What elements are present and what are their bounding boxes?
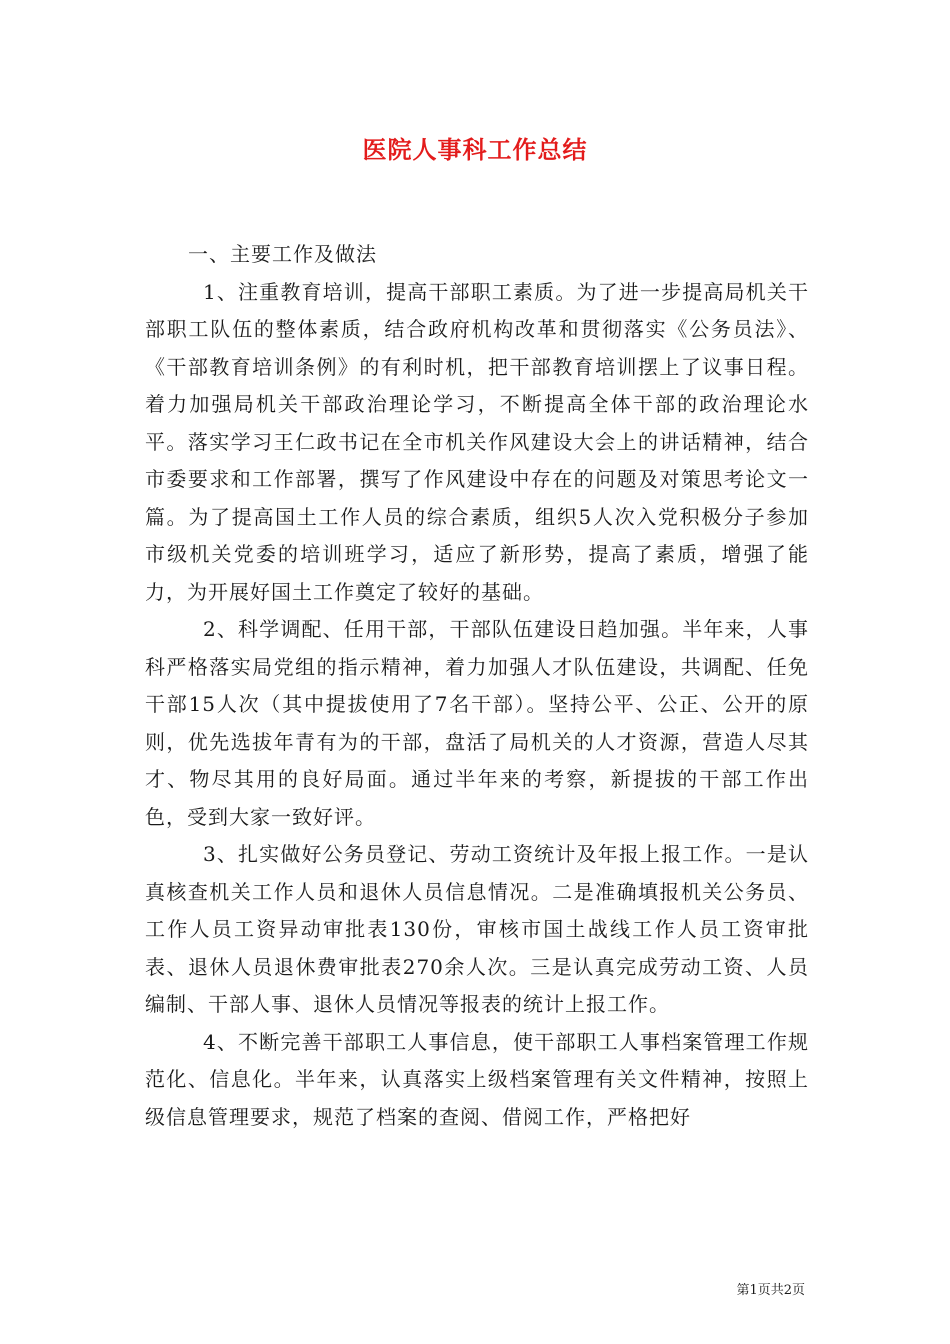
document-title: 医院人事科工作总结 — [362, 135, 588, 164]
paragraph-3: 3、扎实做好公务员登记、劳动工资统计及年报上报工作。一是认真核查机关工作人员和退休人员信息情况。二是准确填报机关公务员、工作人员工资异动审批表130份，审核市国土战线工作人员工资审批表、退休人员退休费审批表270余人次。三是认真完成劳动工资、人员编制、干部人事、退休人员情况等报表的统计上报工作。 — [145, 842, 809, 1016]
paragraph-2: 2、科学调配、任用干部，干部队伍建设日趋加强。半年来，人事科严格落实局党组的指示精神，着力加强人才队伍建设，共调配、任免干部15人次（其中提拔使用了7名干部）。坚持公平、公正、公开的原则，优先选拔年青有为的干部，盘活了局机关的人才资源，营造人尽其才、物尽其用的良好局面。通过半年来的考察，新提拔的干部工作出色，受到大家一致好评。 — [145, 617, 809, 829]
paragraph-1: 1、注重教育培训，提高干部职工素质。为了进一步提高局机关干部职工队伍的整体素质，结合政府机构改革和贯彻落实《公务员法》、《干部教育培训条例》的有利时机，把干部教育培训摆上了议事日程。着力加强局机关干部政治理论学习，不断提高全体干部的政治理论水平。落实学习王仁政书记在全市机关作风建设大会上的讲话精神，结合市委要求和工作部署，撰写了作风建设中存在的问题及对策思考论文一篇。为了提高国土工作人员的综合素质，组织5人次入党积极分子参加市级机关党委的培训班学习，适应了新形势，提高了素质，增强了能力，为开展好国土工作奠定了较好的基础。 — [145, 279, 809, 604]
paragraph-4: 4、不断完善干部职工人事信息，使干部职工人事档案管理工作规范化、信息化。半年来，认真落实上级档案管理有关文件精神，按照上级信息管理要求，规范了档案的查阅、借阅工作，严格把好 — [145, 1029, 809, 1129]
document-body — [145, 236, 809, 1136]
section-heading: 一、主要工作及做法 — [188, 242, 377, 266]
page-number-footer: 第1页共2页 — [736, 1283, 805, 1298]
